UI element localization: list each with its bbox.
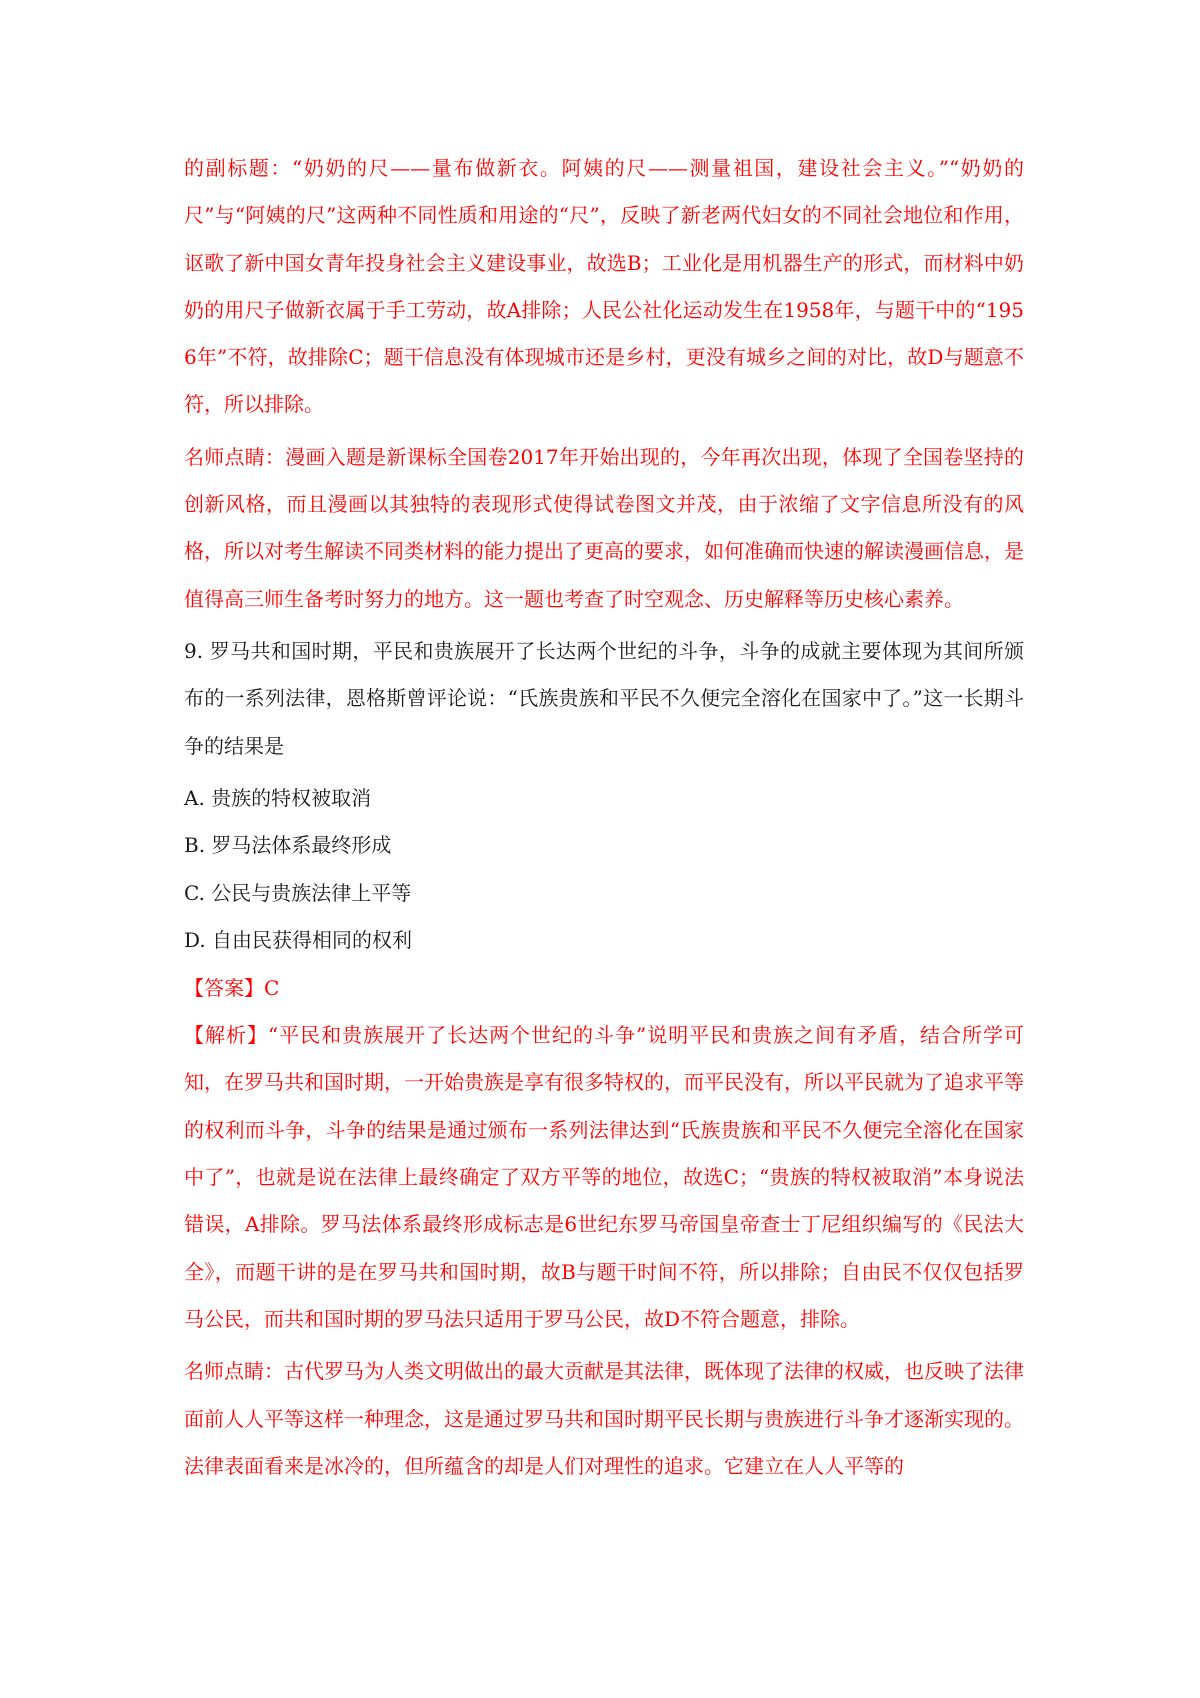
analysis xyxy=(184,1012,1024,1343)
option-d: D. 自由民获得相同的权利 xyxy=(184,928,413,953)
teacher-note: 名师点睛：古代罗马为人类文明做出的最大贡献是其法律，既体现了法律的权威，也反映了法律面前人人平等这样一种理念，这是通过罗马共和国时期平民长期与贵族进行斗争才逐渐实现的。法律表面看来是冰冷的，但所蕴含的却是人们对理性的追求。它建立在人人平等的 xyxy=(184,1359,1024,1478)
document-page xyxy=(184,145,1024,1495)
analysis-label: 【解析】 xyxy=(184,1023,268,1048)
option-a: A. 贵族的特权被取消 xyxy=(184,785,372,810)
answer-value: C xyxy=(264,975,280,1000)
question-9-options xyxy=(184,775,1024,965)
previous-explanation: 的副标题：“奶奶的尺——量布做新衣。阿姨的尺——测量祖国，建设社会主义。”“奶奶的尺”与“阿姨的尺”这两种不同性质和用途的“尺”，反映了新老两代妇女的不同社会地位和作用，讴歌了新中国女青年投身社会主义建设事业，故选B；工业化是用机器生产的形式，而材料中奶奶的用尺子做新衣属于手工劳动，故A排除；人民公社化运动发生在1958年，与题干中的“1956年”不符，故排除C；题干信息没有体现城市还是乡村，更没有城乡之间的对比，故D与题意不符，所以排除。 xyxy=(184,156,1024,417)
previous-teacher-note: 名师点睛：漫画入题是新课标全国卷2017年开始出现的，今年再次出现，体现了全国卷坚持的创新风格，而且漫画以其独特的表现形式使得试卷图文并茂，由于浓缩了文字信息所没有的风格，所以对考生解读不同类材料的能力提出了更高的要求，如何准确而快速的解读漫画信息，是值得高三师生备考时努力的地方。这一题也考查了时空观念、历史解释等历史核心素养。 xyxy=(184,444,1024,611)
option-c: C. 公民与贵族法律上平等 xyxy=(184,880,412,905)
answer-label: 【答案】 xyxy=(184,975,264,1000)
option-b: B. 罗马法体系最终形成 xyxy=(184,833,392,858)
question-9-stem: 9. 罗马共和国时期，平民和贵族展开了长达两个世纪的斗争，斗争的成就主要体现为其间所颁布的一系列法律，恩格斯曾评论说：“氏族贵族和平民不久便完全溶化在国家中了。”这一长期斗争的结果是 xyxy=(184,638,1024,758)
analysis-text: “平民和贵族展开了长达两个世纪的斗争”说明平民和贵族之间有矛盾，结合所学可知，在罗马共和国时期，一开始贵族是享有很多特权的，而平民没有，所以平民就为了追求平等的权利而斗争，斗争的结果是通过颁布一系列法律达到“氏族贵族和平民不久便完全溶化在国家中了”，也就是说在法律上最终确定了双方平等的地位，故选C；“贵族的特权被取消”本身说法错误，A排除。罗马法体系最终形成标志是6世纪东罗马帝国皇帝查士丁尼组织编写的《民法大全》，而题干讲的是在罗马共和国时期，故B与题干时间不符，所以排除；自由民不仅仅包括罗马公民，而共和国时期的罗马法只适用于罗马公民，故D不符合题意，排除。 xyxy=(184,1023,1025,1331)
answer-line xyxy=(184,965,1024,1012)
